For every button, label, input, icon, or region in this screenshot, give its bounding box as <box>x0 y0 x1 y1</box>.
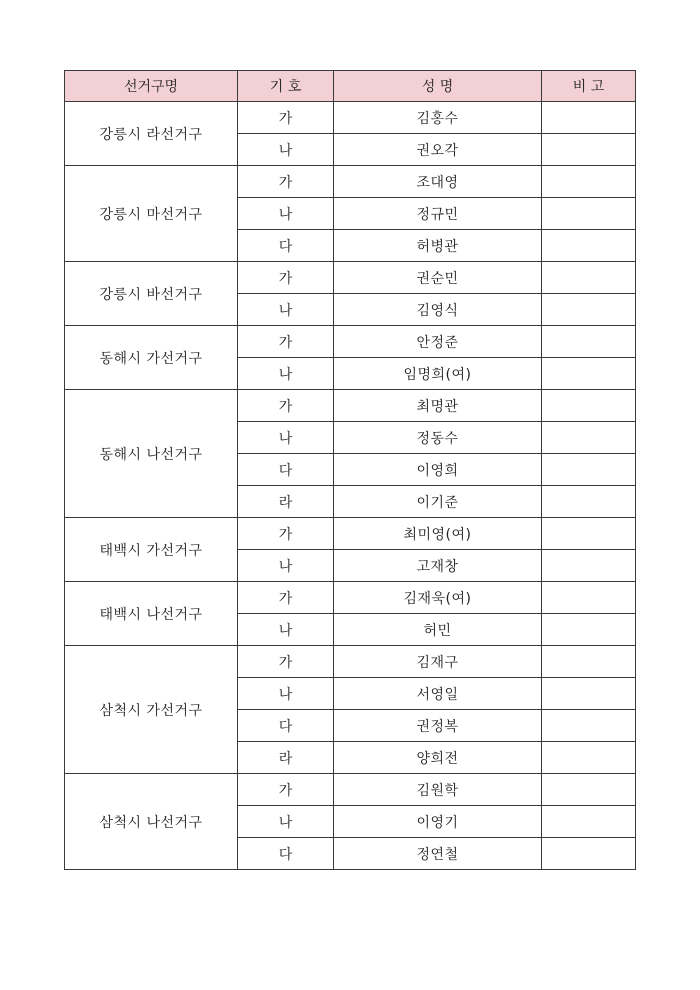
candidate-name-cell: 김영식 <box>334 294 542 326</box>
symbol-cell: 다 <box>238 710 334 742</box>
candidate-name-cell: 김홍수 <box>334 102 542 134</box>
candidate-name-cell: 정동수 <box>334 422 542 454</box>
remarks-cell <box>542 710 636 742</box>
symbol-cell: 가 <box>238 518 334 550</box>
header-symbol: 기 호 <box>238 71 334 102</box>
remarks-cell <box>542 550 636 582</box>
candidate-name-cell: 양희전 <box>334 742 542 774</box>
remarks-cell <box>542 358 636 390</box>
symbol-cell: 가 <box>238 326 334 358</box>
symbol-cell: 다 <box>238 838 334 870</box>
district-cell: 동해시 나선거구 <box>65 390 238 518</box>
candidate-name-cell: 이영기 <box>334 806 542 838</box>
remarks-cell <box>542 678 636 710</box>
symbol-cell: 나 <box>238 806 334 838</box>
candidate-name-cell: 고재창 <box>334 550 542 582</box>
candidate-name-cell: 서영일 <box>334 678 542 710</box>
symbol-cell: 나 <box>238 294 334 326</box>
symbol-cell: 라 <box>238 486 334 518</box>
candidate-name-cell: 김원학 <box>334 774 542 806</box>
remarks-cell <box>542 390 636 422</box>
candidate-name-cell: 권오각 <box>334 134 542 166</box>
table-row <box>65 582 636 614</box>
symbol-cell: 가 <box>238 390 334 422</box>
candidate-name-cell: 조대영 <box>334 166 542 198</box>
symbol-cell: 가 <box>238 166 334 198</box>
remarks-cell <box>542 582 636 614</box>
remarks-cell <box>542 102 636 134</box>
district-cell: 삼척시 나선거구 <box>65 774 238 870</box>
district-cell: 동해시 가선거구 <box>65 326 238 390</box>
candidate-name-cell: 최미영(여) <box>334 518 542 550</box>
header-name: 성 명 <box>334 71 542 102</box>
symbol-cell: 가 <box>238 102 334 134</box>
candidate-name-cell: 권순민 <box>334 262 542 294</box>
header-district: 선거구명 <box>65 71 238 102</box>
symbol-cell: 나 <box>238 358 334 390</box>
candidate-name-cell: 최명관 <box>334 390 542 422</box>
candidate-name-cell: 정규민 <box>334 198 542 230</box>
table-row <box>65 102 636 134</box>
candidate-name-cell: 허민 <box>334 614 542 646</box>
remarks-cell <box>542 486 636 518</box>
remarks-cell <box>542 614 636 646</box>
symbol-cell: 나 <box>238 422 334 454</box>
remarks-cell <box>542 134 636 166</box>
remarks-cell <box>542 518 636 550</box>
remarks-cell <box>542 838 636 870</box>
candidate-name-cell: 정연철 <box>334 838 542 870</box>
candidate-name-cell: 권정복 <box>334 710 542 742</box>
symbol-cell: 나 <box>238 678 334 710</box>
remarks-cell <box>542 262 636 294</box>
table-row <box>65 262 636 294</box>
table-row <box>65 166 636 198</box>
district-cell: 강릉시 마선거구 <box>65 166 238 262</box>
candidate-name-cell: 안정준 <box>334 326 542 358</box>
symbol-cell: 가 <box>238 774 334 806</box>
symbol-cell: 라 <box>238 742 334 774</box>
candidate-name-cell: 이기준 <box>334 486 542 518</box>
symbol-cell: 나 <box>238 550 334 582</box>
district-cell: 강릉시 바선거구 <box>65 262 238 326</box>
table-row <box>65 390 636 422</box>
header-remarks: 비 고 <box>542 71 636 102</box>
table-row <box>65 774 636 806</box>
remarks-cell <box>542 454 636 486</box>
symbol-cell: 다 <box>238 230 334 262</box>
symbol-cell: 나 <box>238 134 334 166</box>
district-cell: 삼척시 가선거구 <box>65 646 238 774</box>
remarks-cell <box>542 742 636 774</box>
candidate-name-cell: 김재구 <box>334 646 542 678</box>
remarks-cell <box>542 230 636 262</box>
remarks-cell <box>542 646 636 678</box>
candidate-name-cell: 임명희(여) <box>334 358 542 390</box>
district-cell: 태백시 나선거구 <box>65 582 238 646</box>
remarks-cell <box>542 326 636 358</box>
remarks-cell <box>542 294 636 326</box>
table-row <box>65 518 636 550</box>
remarks-cell <box>542 422 636 454</box>
symbol-cell: 다 <box>238 454 334 486</box>
table-header-row <box>65 71 636 102</box>
remarks-cell <box>542 774 636 806</box>
table-body <box>65 102 636 870</box>
symbol-cell: 나 <box>238 198 334 230</box>
candidate-name-cell: 이영희 <box>334 454 542 486</box>
candidate-name-cell: 허병관 <box>334 230 542 262</box>
remarks-cell <box>542 198 636 230</box>
district-cell: 강릉시 라선거구 <box>65 102 238 166</box>
symbol-cell: 가 <box>238 582 334 614</box>
table-row <box>65 326 636 358</box>
table-row <box>65 646 636 678</box>
candidate-table <box>64 70 636 870</box>
symbol-cell: 가 <box>238 646 334 678</box>
candidate-name-cell: 김재욱(여) <box>334 582 542 614</box>
symbol-cell: 나 <box>238 614 334 646</box>
district-cell: 태백시 가선거구 <box>65 518 238 582</box>
remarks-cell <box>542 806 636 838</box>
symbol-cell: 가 <box>238 262 334 294</box>
remarks-cell <box>542 166 636 198</box>
